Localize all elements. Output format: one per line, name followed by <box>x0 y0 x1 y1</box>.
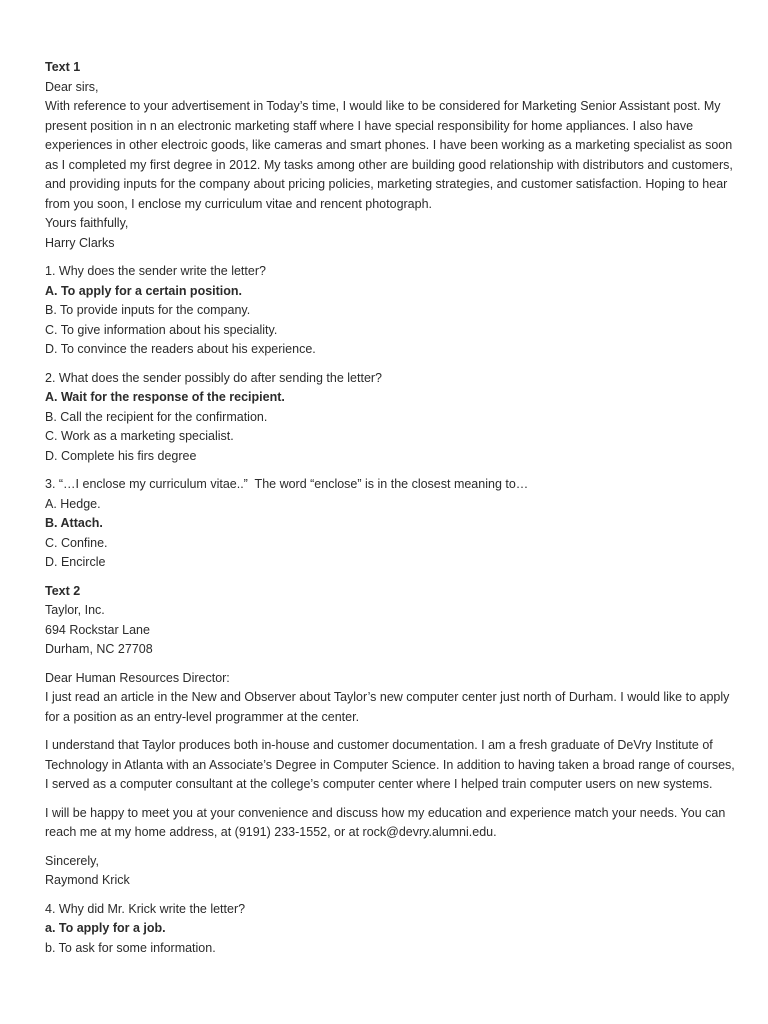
question-3-option-a: A. Hedge. <box>45 496 101 511</box>
question-2 <box>45 369 735 467</box>
text2-title: Text 2 <box>45 583 81 598</box>
text2-body-2 <box>45 736 735 795</box>
text2-opening <box>45 669 735 728</box>
text1-title: Text 1 <box>45 60 81 74</box>
question-3-option-c: C. Confine. <box>45 535 108 550</box>
question-3 <box>45 475 735 573</box>
question-1-option-d: D. To convince the readers about his experience. <box>45 342 316 356</box>
question-1-option-c: C. To give information about his speciality. <box>45 322 278 337</box>
text1-body: With reference to your advertisement in Today’s time, I would like to be considered for Marketing Senior Assistant post. My present position in n an electronic marketing staff where I have special responsibility for home appliances. I also have experiences in other electroic goods, like cameras and smart phones. I have been working as a marketing specialist as soon as I completed my first degree in 2012. My tasks among other are building good relationship with distributors and customers, and providing inputs for the company about pricing policies, marketing strategies, and customer satisfaction. Hoping to hear from you soon, I enclose my curriculum vitae and rencent photograph. <box>45 99 733 211</box>
question-3-option-d: D. Encircle <box>45 555 106 569</box>
text1-section <box>45 58 735 253</box>
question-1 <box>45 262 735 360</box>
text2-signoff <box>45 852 735 891</box>
question-2-option-a: A. Wait for the response of the recipient. <box>45 390 285 404</box>
text2-header <box>45 582 735 660</box>
text2-closing: Sincerely, <box>45 853 99 868</box>
question-2-option-d: D. Complete his firs degree <box>45 448 197 463</box>
question-3-option-b: B. Attach. <box>45 516 103 530</box>
question-2-text: 2. What does the sender possibly do after sending the letter? <box>45 370 383 385</box>
text1-closing: Yours faithfully, <box>45 216 129 230</box>
text2-address-line-1: Taylor, Inc. <box>45 603 105 617</box>
question-2-option-c: C. Work as a marketing specialist. <box>45 429 234 443</box>
question-4 <box>45 900 735 959</box>
question-1-option-a: A. To apply for a certain position. <box>45 283 243 298</box>
text2-address-line-3: Durham, NC 27708 <box>45 642 153 656</box>
text1-signature: Harry Clarks <box>45 235 115 250</box>
text2-signature: Raymond Krick <box>45 873 130 887</box>
question-2-option-b: B. Call the recipient for the confirmation. <box>45 409 268 424</box>
question-4-text: 4. Why did Mr. Krick write the letter? <box>45 901 246 916</box>
text2-paragraph-1: I just read an article in the New and Observer about Taylor’s new computer center just north of Durham. I would like to apply for a position as an entry-level programmer at the center. <box>45 690 730 724</box>
text2-salutation: Dear Human Resources Director: <box>45 670 230 685</box>
question-4-option-a: a. To apply for a job. <box>45 921 166 935</box>
text2-paragraph-3: I will be happy to meet you at your convenience and discuss how my education and experience match your needs. You can reach me at my home address, at (9191) 233-1552, or at rock@devry.alumni.edu. <box>45 805 726 839</box>
text2-paragraph-2: I understand that Taylor produces both in-house and customer documentation. I am a fresh graduate of DeVry Institute of Technology in Atlanta with an Associate’s Degree in Computer Science. In addition to having taken a broad range of courses, I served as a computer consultant at the college’s computer center where I helped train computer users on new systems. <box>45 738 735 791</box>
text2-body-3 <box>45 804 735 843</box>
text2-address-line-2: 694 Rockstar Lane <box>45 622 150 637</box>
text1-salutation: Dear sirs, <box>45 79 99 94</box>
document-page <box>45 58 735 967</box>
question-3-text: 3. “…I enclose my curriculum vitae..” The word “enclose” is in the closest meaning to… <box>45 477 529 491</box>
question-4-option-b: b. To ask for some information. <box>45 940 216 955</box>
question-1-text: 1. Why does the sender write the letter? <box>45 264 266 278</box>
question-1-option-b: B. To provide inputs for the company. <box>45 303 251 317</box>
